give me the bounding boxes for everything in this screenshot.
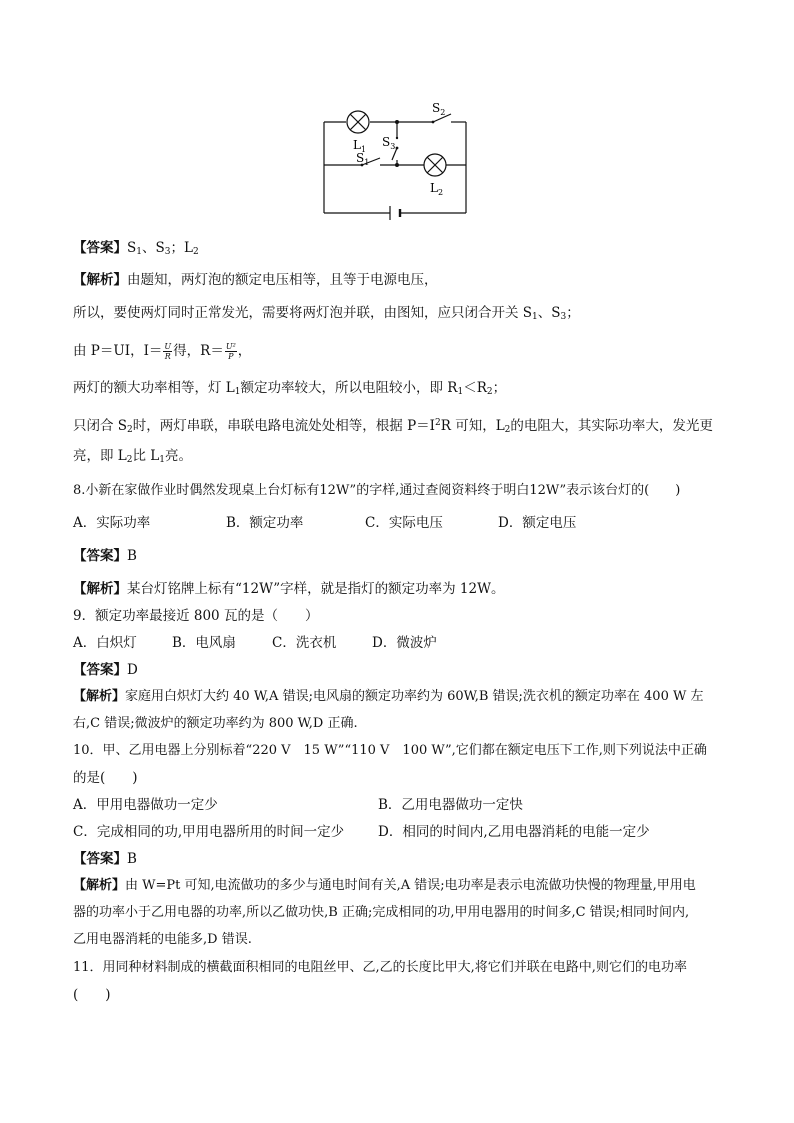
label-s1: $S_1$ bbox=[356, 151, 370, 167]
q10-option-d: D．相同的时间内,乙用电器消耗的电能一定少 bbox=[378, 824, 650, 840]
q7-analysis-line2: 所以，要使两灯同时正常发光，需要将两灯泡并联，由图知，应只闭合开关 $S_1$、$S_3$； bbox=[73, 305, 580, 322]
q9-option-d: D．微波炉 bbox=[372, 635, 437, 651]
q11-stem-line1: 11．用同种材料制成的横截面积相同的电阻丝甲、乙,乙的长度比甲大,将它们并联在电路中,则它们的电功率 bbox=[73, 960, 687, 975]
q9-option-b: B．电风扇 bbox=[172, 635, 236, 651]
label-s3: $S_3$ bbox=[382, 135, 396, 151]
q10-answer: 【答案】B bbox=[73, 851, 137, 867]
q7-answer: 【答案】$S_1$、$S_3$；$L_2$ bbox=[73, 240, 199, 257]
q10-analysis-line1: 【解析】由 W=Pt 可知,电流做功的多少与通电时间有关,A 错误;电功率是表示电流做功快慢的物理量,甲用电 bbox=[73, 878, 696, 893]
q8-analysis: 【解析】某台灯铭牌上标有“12W”字样，就是指灯的额定功率为 12W。 bbox=[73, 581, 505, 597]
q8-stem: 8.小新在家做作业时偶然发现桌上台灯标有12W”的字样,通过查阅资料终于明白12W”表示该台灯的( ) bbox=[73, 483, 681, 498]
q9-option-a: A．白炽灯 bbox=[73, 635, 137, 651]
label-l1: $L_1$ bbox=[353, 138, 367, 154]
label-s2: $S_2$ bbox=[432, 101, 446, 117]
q8-option-b: B．额定功率 bbox=[226, 515, 304, 531]
label-l2: $L_2$ bbox=[430, 181, 444, 197]
q9-answer: 【答案】D bbox=[73, 662, 138, 678]
fraction-u2-over-p: $\frac{\text{U²}}{P}$ bbox=[225, 342, 236, 361]
lamp-l1 bbox=[347, 111, 369, 133]
q9-option-c: C．洗衣机 bbox=[272, 635, 337, 651]
q7-analysis-line4: 两灯的额大功率相等，灯 $L_1$额定功率较大，所以电阻较小，即 $R_1<R_2$； bbox=[73, 380, 507, 397]
fraction-u-over-r: $\frac{U}{R}$ bbox=[164, 342, 172, 361]
q8-option-c: C．实际电压 bbox=[365, 515, 443, 531]
q10-option-b: B．乙用电器做功一定快 bbox=[378, 797, 523, 813]
q11-stem-line2: ( ) bbox=[73, 987, 111, 1003]
q8-answer: 【答案】B bbox=[73, 548, 137, 564]
q9-analysis-line2: 右,C 错误;微波炉的额定功率约为 800 W,D 正确. bbox=[73, 716, 358, 731]
q10-stem-line2: 的是( ) bbox=[73, 770, 138, 786]
q8-option-d: D．额定电压 bbox=[498, 515, 577, 531]
q7-analysis-line3: 由 P＝UI，I＝ $\frac{U}{R}$ 得，R＝ $\frac{\text{U²}}{P}$ ， bbox=[73, 342, 252, 361]
q10-option-c: C．完成相同的功,甲用电器所用的时间一定少 bbox=[73, 824, 345, 840]
q7-analysis-line1: 【解析】由题知，两灯泡的额定电压相等，且等于电源电压， bbox=[73, 272, 438, 288]
q9-stem: 9．额定功率最接近 800 瓦的是（ ） bbox=[73, 608, 319, 624]
q7-analysis-line6: 亮，即 $L_2$比 $L_1$亮。 bbox=[73, 448, 192, 465]
q10-option-a: A．甲用电器做功一定少 bbox=[73, 797, 218, 813]
q10-analysis-line3: 乙用电器消耗的电能多,D 错误. bbox=[73, 932, 252, 947]
lamp-l2 bbox=[424, 154, 446, 176]
q7-analysis-line5: 只闭合 $S_2$时，两灯串联，串联电路电流处处相等，根据 $P=I^2R$ 可知，$L_2$的电阻大，其实际功率大，发光更 bbox=[73, 418, 713, 435]
q10-analysis-line2: 器的功率小于乙用电器的功率,所以乙做功快,B 正确;完成相同的功,甲用电器用的时间多,C 错误;相同时间内, bbox=[73, 905, 690, 920]
q10-stem-line1: 10．甲、乙用电器上分别标着“220 V 15 W”“110 V 100 W”,它们都在额定电压下工作,则下列说法中正确 bbox=[73, 743, 707, 758]
q8-option-a: A．实际功率 bbox=[73, 515, 151, 531]
q9-analysis-line1: 【解析】家庭用白炽灯大约 40 W,A 错误;电风扇的额定功率约为 60W,B 错误;洗衣机的额定功率在 400 W 左 bbox=[73, 689, 704, 704]
